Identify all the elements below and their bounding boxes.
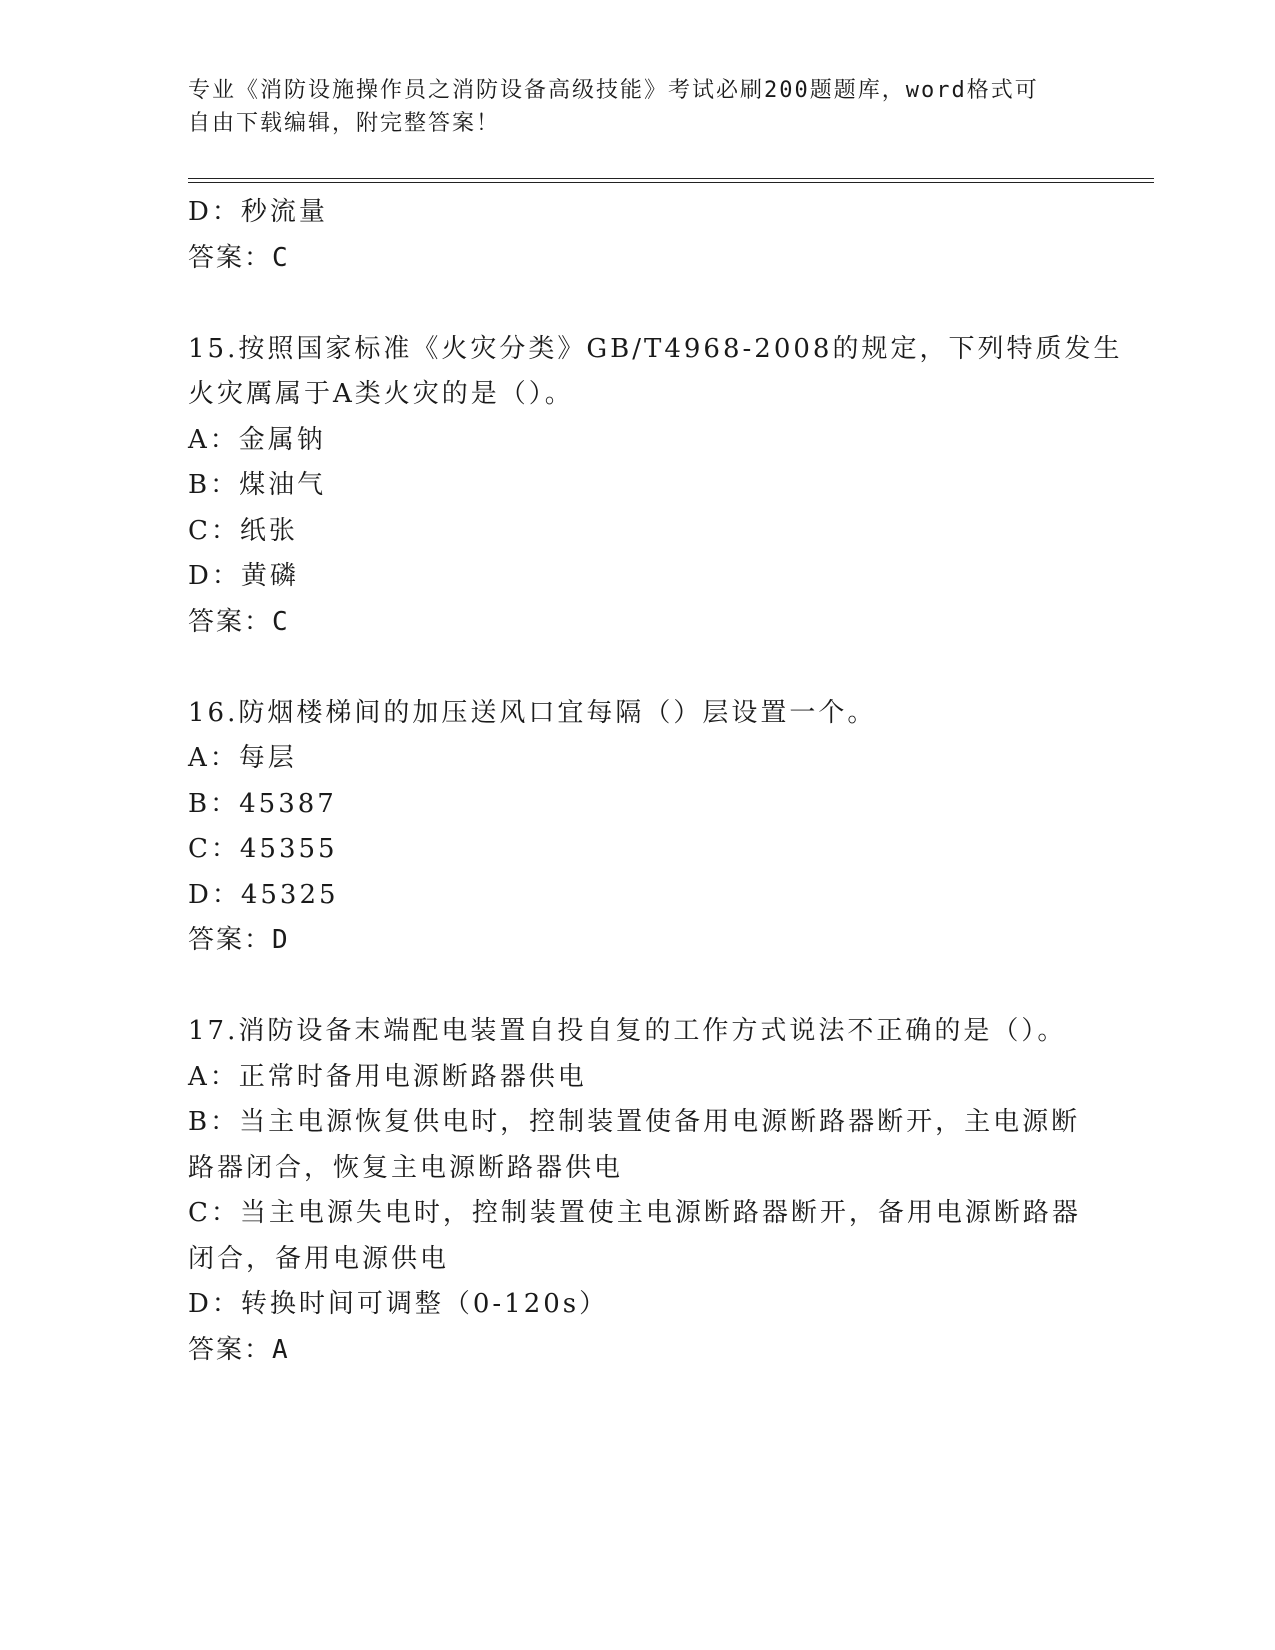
option-d: D：秒流量 xyxy=(188,197,328,227)
option-d: D：转换时间可调整（0-120s） xyxy=(188,1289,609,1319)
option-b-continued: 路器闭合，恢复主电源断路器供电 xyxy=(188,1152,624,1183)
question-stem: 15.按照国家标准《火灾分类》GB/T4968-2008的规定，下列特质发生 xyxy=(188,333,1123,364)
option-c: C：45355 xyxy=(188,834,338,864)
question-16 xyxy=(188,691,1088,964)
header-line-1: 专业《消防设施操作员之消防设备高级技能》考试必刷200题题库，word格式可 xyxy=(188,78,1039,103)
answer: 答案：D xyxy=(188,925,290,955)
option-a: A：金属钠 xyxy=(188,424,326,455)
spacer xyxy=(188,281,1088,327)
question-stem: 16.防烟楼梯间的加压送风口宜每隔（）层设置一个。 xyxy=(188,697,877,728)
option-d: D：黄磷 xyxy=(188,561,299,591)
option-d: D：45325 xyxy=(188,879,339,910)
answer: 答案：C xyxy=(188,242,290,273)
option-a: A：正常时备用电源断路器供电 xyxy=(188,1061,587,1092)
spacer xyxy=(188,964,1088,1010)
option-c: C：纸张 xyxy=(188,515,298,546)
header-line-2: 自由下载编辑，附完整答案！ xyxy=(188,111,501,136)
answer: 答案：A xyxy=(188,1334,290,1365)
spacer xyxy=(188,645,1088,691)
question-stem: 17.消防设备末端配电装置自投自复的工作方式说法不正确的是（）。 xyxy=(188,1016,1067,1046)
option-a: A：每层 xyxy=(188,743,297,773)
answer: 答案：C xyxy=(188,606,290,637)
document-body xyxy=(188,190,1123,1373)
option-c-continued: 闭合，备用电源供电 xyxy=(188,1243,450,1274)
page-header xyxy=(188,74,1068,140)
option-b: B：煤油气 xyxy=(188,470,327,500)
question-stem: 火灾厲属于A类火灾的是（）。 xyxy=(188,379,574,409)
option-b: B：当主电源恢复供电时，控制装置使备用电源断路器断开，主电源断 xyxy=(188,1107,1081,1137)
question-15 xyxy=(188,327,1123,646)
option-c: C：当主电源失电时，控制装置使主电源断路器断开，备用电源断路器 xyxy=(188,1198,1081,1228)
question-17 xyxy=(188,1009,1088,1373)
header-divider xyxy=(188,178,1154,183)
option-b: B：45387 xyxy=(188,788,337,819)
